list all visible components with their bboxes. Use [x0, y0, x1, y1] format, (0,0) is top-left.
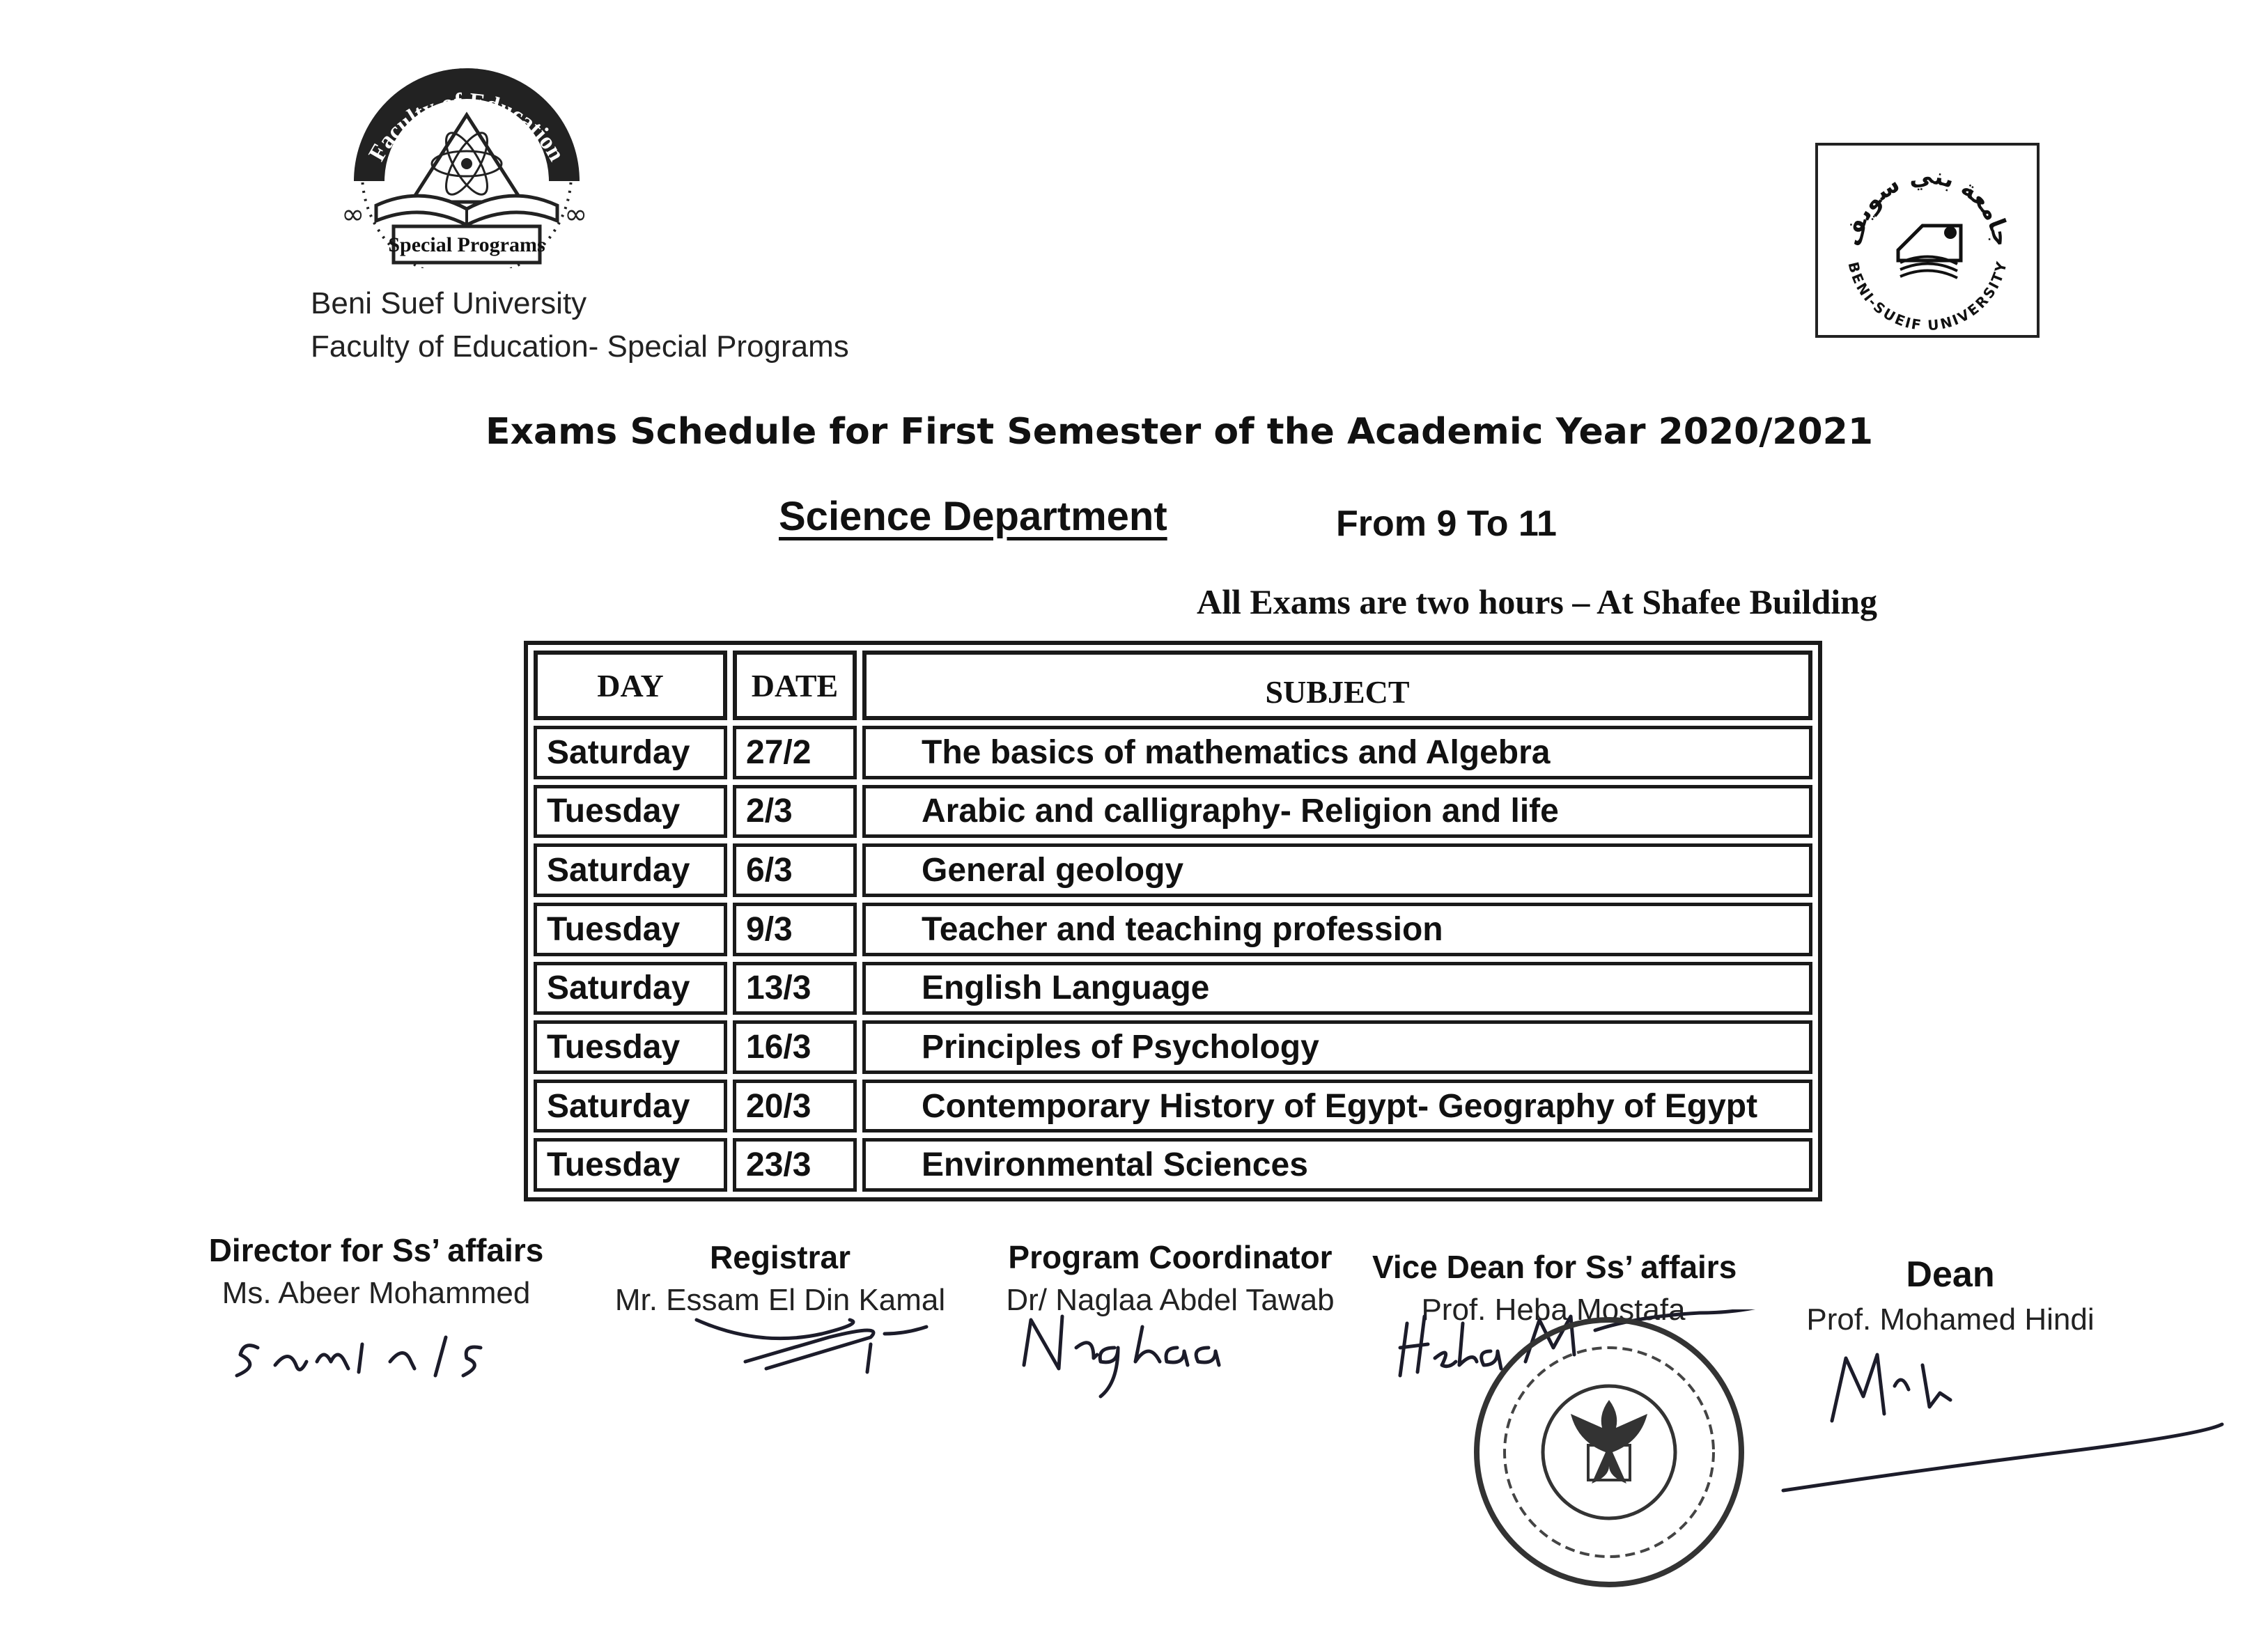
- faculty-name: Faculty of Education- Special Programs: [311, 329, 849, 364]
- cell-date: 13/3: [733, 962, 857, 1015]
- signature-role: Program Coordinator: [1008, 1239, 1333, 1275]
- cell-day: Tuesday: [534, 903, 727, 956]
- signature-name: Prof. Heba Mostafa: [1421, 1293, 1686, 1327]
- signature-role: Vice Dean for Ss’ affairs: [1372, 1249, 1737, 1285]
- cell-day: Tuesday: [534, 1138, 727, 1192]
- cell-subject: The basics of mathematics and Algebra: [862, 726, 1812, 779]
- cell-date: 6/3: [733, 843, 857, 897]
- table-row: [534, 962, 1812, 1015]
- svg-text:جامعة بني سويف: [1839, 162, 2015, 249]
- cell-subject: Contemporary History of Egypt- Geography of Egypt: [862, 1080, 1812, 1133]
- cell-date: 23/3: [733, 1138, 857, 1192]
- table-row: [534, 1080, 1812, 1133]
- faculty-logo: [327, 59, 606, 268]
- signature-scribble-dean: [1783, 1355, 2222, 1490]
- signature-role: Dean: [1906, 1254, 1995, 1295]
- header-day: DAY: [534, 651, 727, 720]
- exam-note: All Exams are two hours – At Shafee Building: [1197, 582, 1877, 621]
- signature-block-director: [195, 1231, 557, 1311]
- signature-block-coordinator: [975, 1238, 1365, 1318]
- signature-name: Ms. Abeer Mohammed: [222, 1276, 531, 1310]
- svg-text:∞: ∞: [564, 198, 588, 231]
- logo-arc-text: Faculty of Education: [364, 88, 570, 166]
- document-title: Exams Schedule for First Semester of the Academic Year 2020/2021: [485, 411, 1874, 453]
- svg-text:∞: ∞: [341, 198, 365, 231]
- cell-date: 16/3: [733, 1020, 857, 1074]
- cell-subject: Teacher and teaching profession: [862, 903, 1812, 956]
- signature-name: Prof. Mohamed Hindi: [1806, 1302, 2095, 1337]
- cell-day: Tuesday: [534, 785, 727, 839]
- table-row: [534, 785, 1812, 839]
- official-stamp: [1477, 1320, 1741, 1585]
- table-row: [534, 726, 1812, 779]
- cell-date: 20/3: [733, 1080, 857, 1133]
- signature-scribble-registrar: [697, 1320, 926, 1372]
- signature-block-registrar: [599, 1238, 961, 1318]
- table-row: [534, 843, 1812, 897]
- handwritten-signatures: [0, 1309, 2268, 1627]
- table-row: [534, 1020, 1812, 1074]
- signature-scribble-director: [237, 1337, 481, 1376]
- header-subject: SUBJECT: [862, 651, 1812, 720]
- cell-date: 2/3: [733, 785, 857, 839]
- header-date: DATE: [733, 651, 857, 720]
- logo-banner-text: Special Programs: [388, 233, 545, 256]
- university-logo: [1815, 143, 2040, 338]
- signature-name: Mr. Essam El Din Kamal: [614, 1283, 946, 1317]
- cell-subject: Arabic and calligraphy- Religion and life: [862, 785, 1812, 839]
- cell-date: 9/3: [733, 903, 857, 956]
- university-name: Beni Suef University: [311, 286, 587, 320]
- cell-subject: English Language: [862, 962, 1812, 1015]
- cell-day: Tuesday: [534, 1020, 727, 1074]
- signature-role: Registrar: [710, 1239, 850, 1275]
- table-row: [534, 903, 1812, 956]
- seal-english-text: BENI-SUEIF UNIVERSITY: [1844, 260, 2010, 334]
- signature-name: Dr/ Naglaa Abdel Tawab: [1006, 1283, 1335, 1317]
- cell-day: Saturday: [534, 726, 727, 779]
- table-row: [534, 1138, 1812, 1192]
- university-header: [311, 282, 849, 368]
- cell-subject: Principles of Psychology: [862, 1020, 1812, 1074]
- department-heading: Science Department: [779, 494, 1167, 539]
- exam-time: From 9 To 11: [1336, 504, 1557, 544]
- signature-role: Director for Ss’ affairs: [208, 1232, 544, 1268]
- signature-scribble-coordinator: [1024, 1316, 1219, 1396]
- cell-date: 27/2: [733, 726, 857, 779]
- cell-day: Saturday: [534, 843, 727, 897]
- table-header-row: [534, 651, 1812, 720]
- cell-subject: General geology: [862, 843, 1812, 897]
- cell-day: Saturday: [534, 962, 727, 1015]
- cell-subject: Environmental Sciences: [862, 1138, 1812, 1192]
- cell-day: Saturday: [534, 1080, 727, 1133]
- exam-schedule-table: [524, 641, 1822, 1201]
- seal-arabic-text: جامعة بني سويف: [1838, 161, 2016, 249]
